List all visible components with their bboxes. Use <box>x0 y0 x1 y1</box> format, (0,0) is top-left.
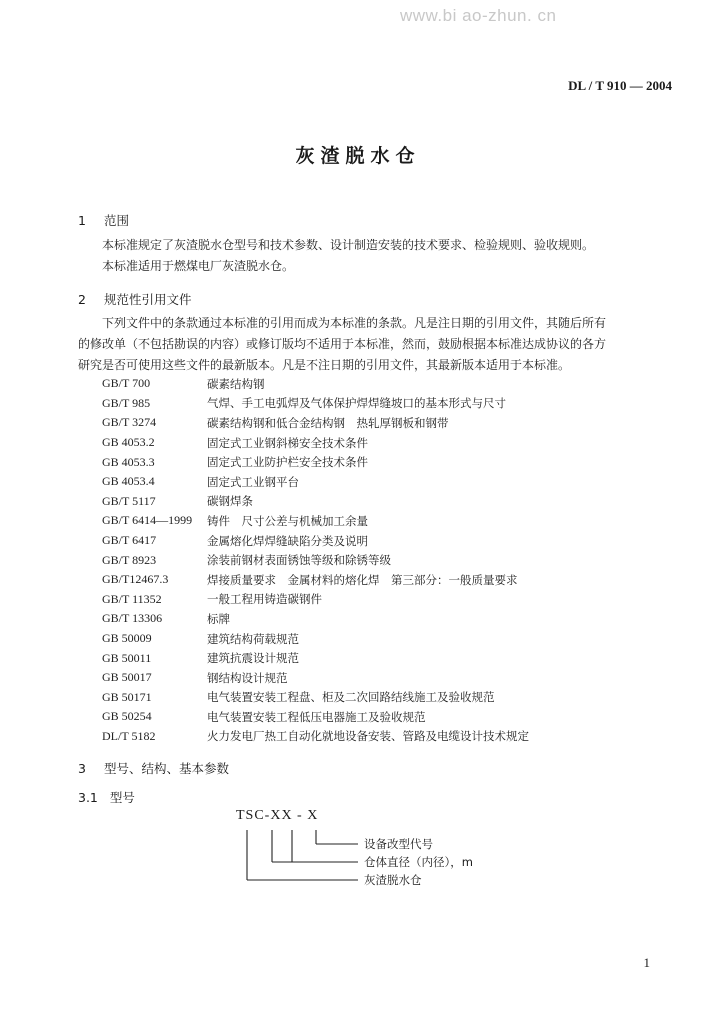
reference-row <box>102 374 529 394</box>
reference-code: GB/T 13306 <box>102 611 163 626</box>
reference-code: GB/T 11352 <box>102 591 162 606</box>
reference-code: GB 50254 <box>102 709 152 724</box>
reference-row <box>102 727 529 747</box>
reference-code: GB/T 985 <box>102 395 151 410</box>
reference-title: 固定式工业钢斜梯安全技术条件 <box>207 435 368 450</box>
label-bin-type: 灰渣脱水仓 <box>364 873 422 887</box>
reference-title: 建筑结构荷载规范 <box>207 631 299 646</box>
label-modification-code: 设备改型代号 <box>364 837 433 851</box>
reference-code: GB 50011 <box>102 650 152 665</box>
reference-row <box>102 413 529 433</box>
reference-code: GB 4053.2 <box>102 435 155 450</box>
section-2-intro <box>78 313 606 376</box>
reference-title: 气焊、手工电弧焊及气体保护焊焊缝坡口的基本形式与尺寸 <box>207 396 506 411</box>
reference-code: GB 4053.3 <box>102 454 155 469</box>
reference-list <box>102 374 529 746</box>
reference-row <box>102 609 529 629</box>
reference-code: GB/T 5117 <box>102 493 156 508</box>
section-3-1-number: 3.1 <box>78 790 98 805</box>
reference-title: 金属熔化焊焊缝缺陷分类及说明 <box>207 533 368 548</box>
reference-row <box>102 629 529 649</box>
model-code-diagram <box>230 806 550 906</box>
reference-title: 涂装前钢材表面锈蚀等级和除锈等级 <box>207 553 391 568</box>
page-number: 1 <box>643 955 650 970</box>
paragraph: 本标准适用于燃煤电厂灰渣脱水仓。 <box>102 259 295 273</box>
reference-title: 碳素结构钢 <box>207 376 265 391</box>
reference-code: GB 4053.4 <box>102 474 155 489</box>
reference-title: 固定式工业防护栏安全技术条件 <box>207 455 368 470</box>
reference-row <box>102 511 529 531</box>
section-3-number: 3 <box>78 761 86 776</box>
reference-row <box>102 688 529 708</box>
section-2-title: 规范性引用文件 <box>104 292 192 307</box>
model-code: TSC-XX - X <box>236 808 319 823</box>
reference-code: GB 50171 <box>102 689 152 704</box>
reference-title: 碳钢焊条 <box>207 494 253 509</box>
reference-title: 钢结构设计规范 <box>207 670 288 685</box>
reference-row <box>102 648 529 668</box>
reference-code: GB/T 700 <box>102 376 151 391</box>
reference-row <box>102 590 529 610</box>
reference-row <box>102 452 529 472</box>
intro-line: 的修改单（不包括勘误的内容）或修订版均不适用于本标准，然而，鼓励根据本标准达成协议的各方 <box>78 337 607 351</box>
reference-code: GB/T 6414—1999 <box>102 513 193 528</box>
section-3-1-title: 型号 <box>109 790 135 805</box>
intro-line: 研究是否可使用这些文件的最新版本。凡是不注日期的引用文件，其最新版本适用于本标准。 <box>78 358 571 372</box>
section-2-number: 2 <box>78 292 86 307</box>
reference-row <box>102 707 529 727</box>
reference-title: 焊接质量要求 金属材料的熔化焊 第三部分：一般质量要求 <box>207 572 518 587</box>
section-1-body <box>102 235 594 277</box>
reference-code: GB/T12467.3 <box>102 572 169 587</box>
watermark: www.bi ao-zhun. cn <box>400 6 557 25</box>
reference-title: 火力发电厂热工自动化就地设备安装、管路及电缆设计技术规定 <box>207 729 529 744</box>
reference-code: DL/T 5182 <box>102 728 156 743</box>
section-3-1-heading <box>78 788 135 806</box>
document-title: 灰渣脱水仓 <box>295 145 421 167</box>
reference-title: 铸件 尺寸公差与机械加工余量 <box>207 513 368 528</box>
section-1-heading <box>78 211 129 229</box>
reference-row <box>102 570 529 590</box>
paragraph: 本标准规定了灰渣脱水仓型号和技术参数、设计制造安装的技术要求、检验规则、验收规则。 <box>102 238 595 252</box>
reference-title: 碳素结构钢和低合金结构钢 热轧厚钢板和钢带 <box>207 415 449 430</box>
label-inner-diameter: 仓体直径（内径），m <box>364 855 473 869</box>
section-3-title: 型号、结构、基本参数 <box>104 761 230 776</box>
section-1-number: 1 <box>78 213 86 228</box>
reference-title: 一般工程用铸造碳钢件 <box>207 592 322 607</box>
section-2-heading <box>78 290 192 308</box>
reference-code: GB/T 8923 <box>102 552 157 567</box>
reference-code: GB/T 6417 <box>102 533 157 548</box>
reference-title: 建筑抗震设计规范 <box>207 651 299 666</box>
reference-row <box>102 668 529 688</box>
intro-line: 下列文件中的条款通过本标准的引用而成为本标准的条款。凡是注日期的引用文件，其随后所有 <box>102 316 607 330</box>
reference-row <box>102 394 529 414</box>
reference-title: 电气装置安装工程低压电器施工及验收规范 <box>207 709 426 724</box>
reference-row <box>102 550 529 570</box>
reference-row <box>102 492 529 512</box>
reference-title: 电气装置安装工程盘、柜及二次回路结线施工及验收规范 <box>207 690 495 705</box>
reference-title: 固定式工业钢平台 <box>207 474 299 489</box>
reference-code: GB 50017 <box>102 670 152 685</box>
reference-row <box>102 531 529 551</box>
reference-title: 标牌 <box>207 611 230 626</box>
reference-row <box>102 472 529 492</box>
standard-code: DL / T 910 — 2004 <box>568 78 672 93</box>
section-1-title: 范围 <box>104 213 130 228</box>
reference-row <box>102 433 529 453</box>
reference-code: GB 50009 <box>102 631 152 646</box>
reference-code: GB/T 3274 <box>102 415 157 430</box>
section-3-heading <box>78 759 229 777</box>
